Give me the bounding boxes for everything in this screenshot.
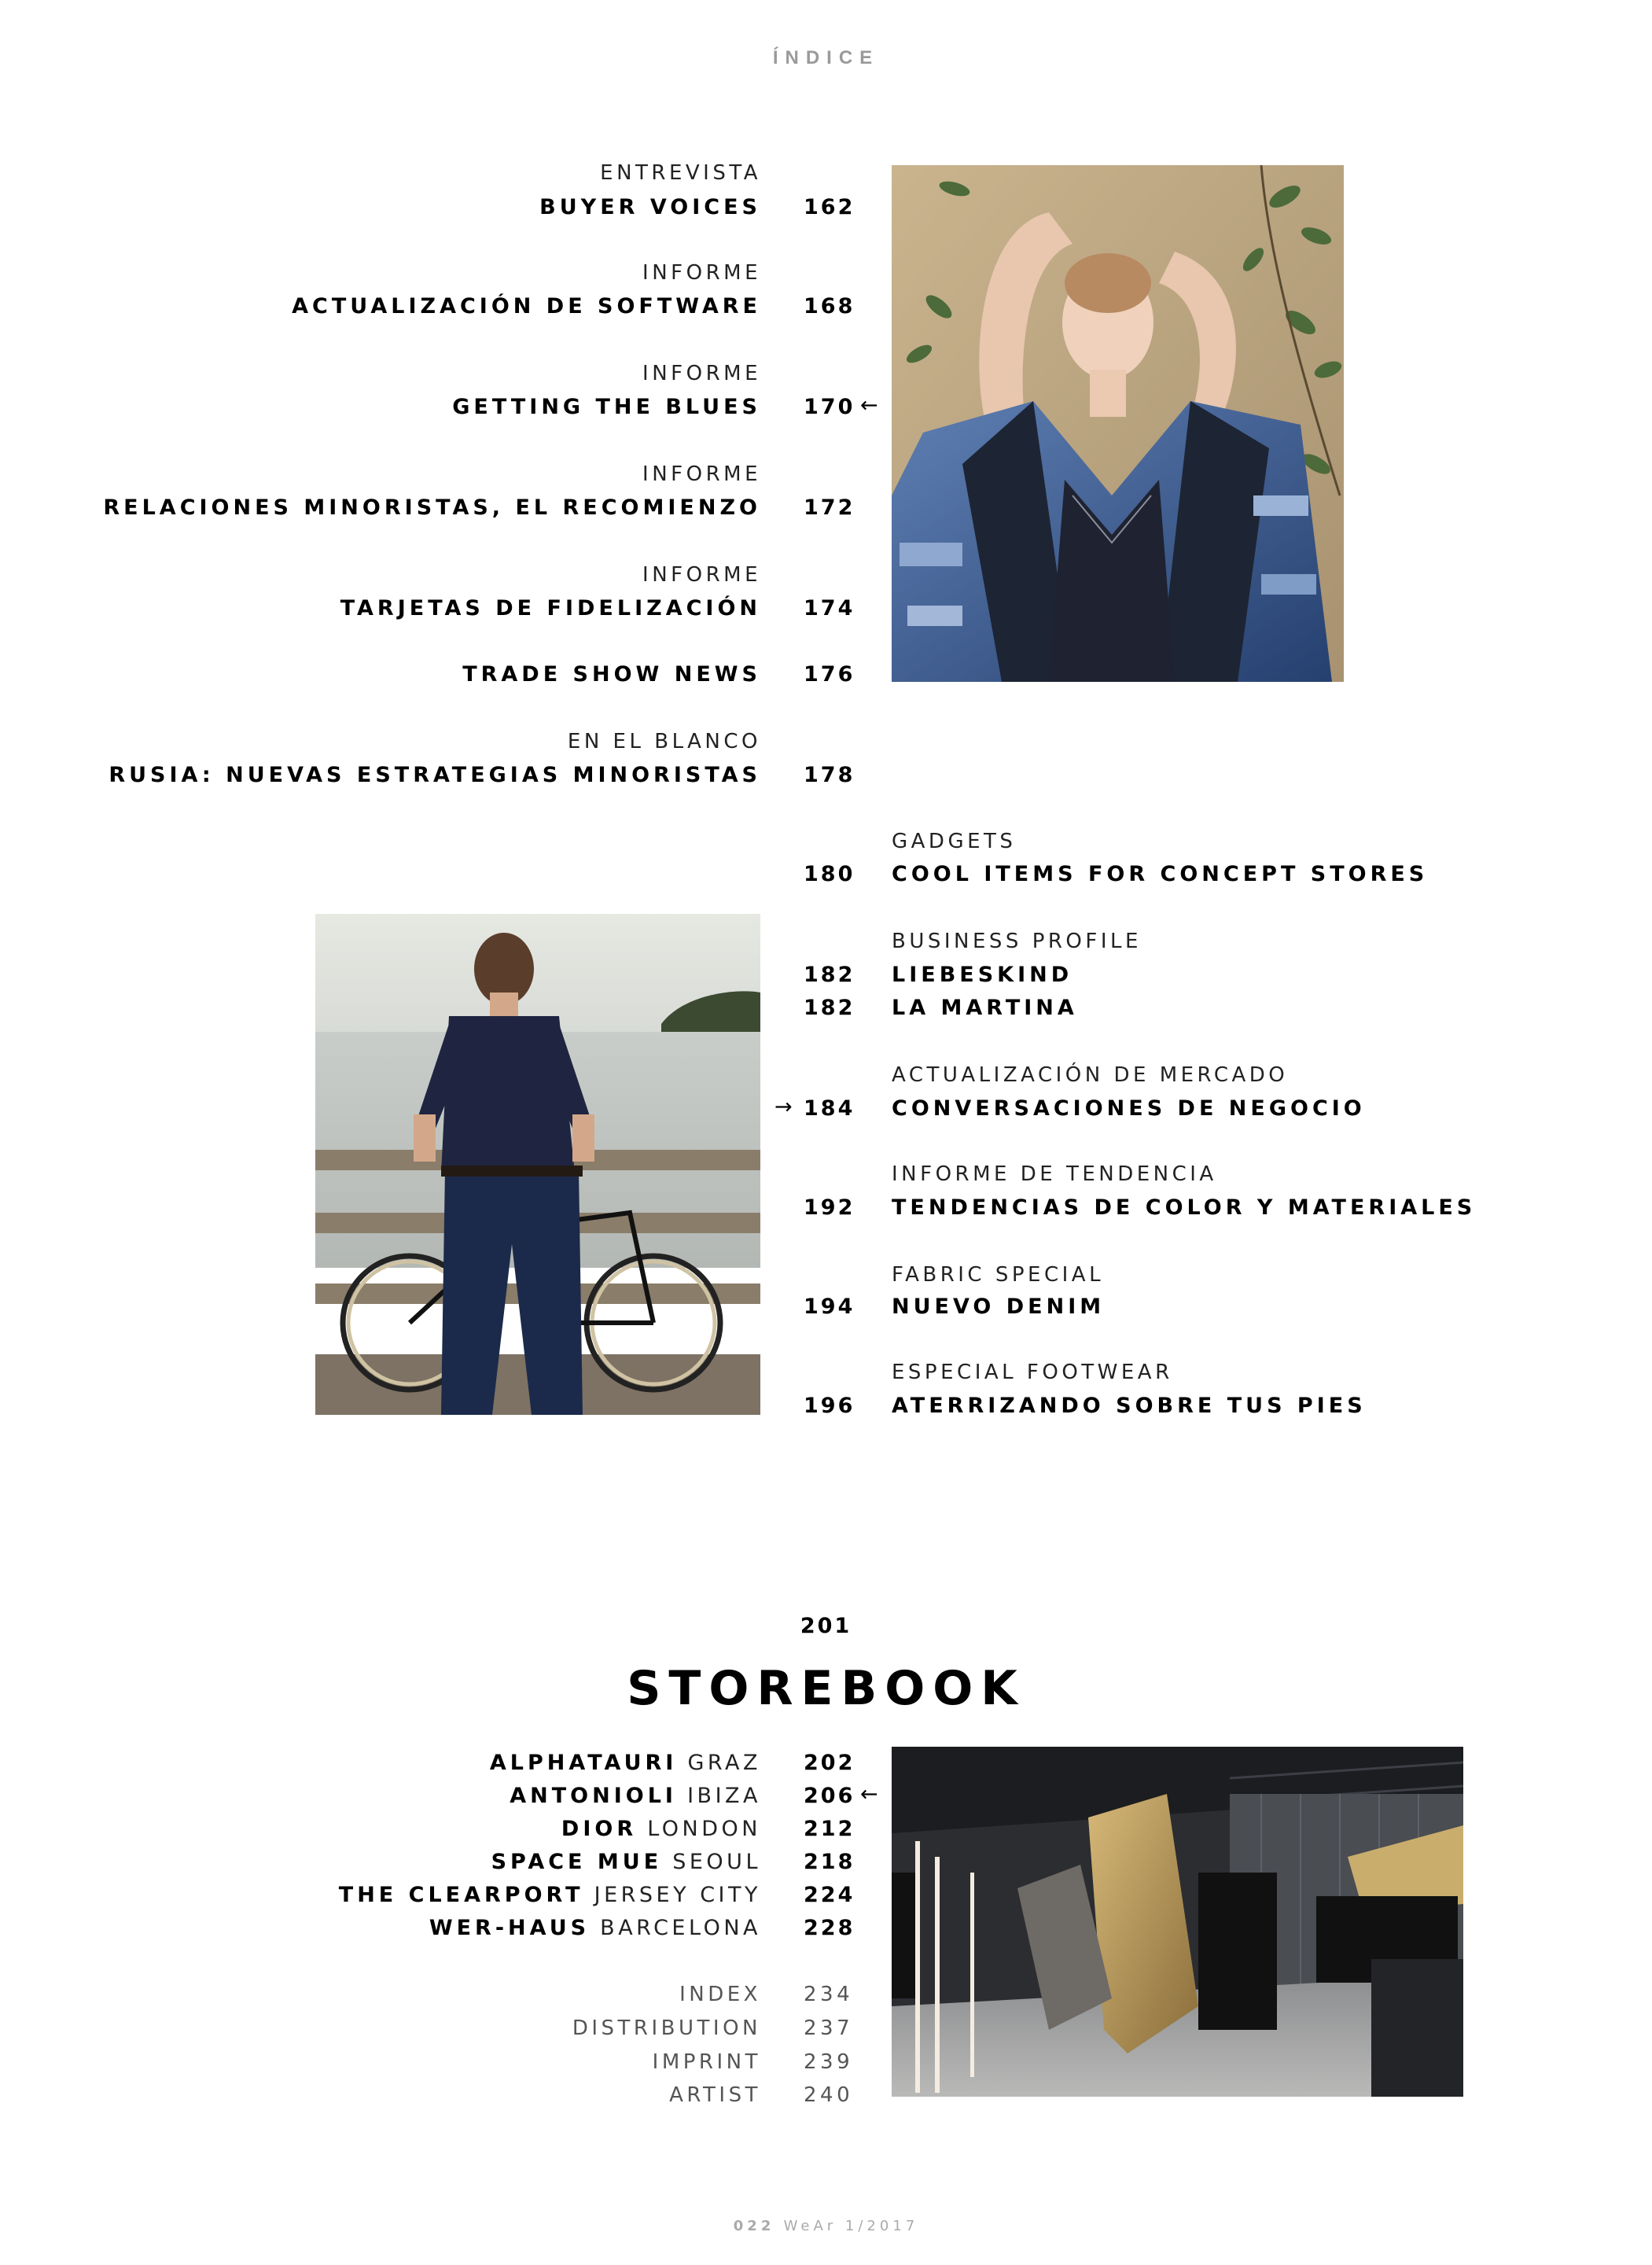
store-city: IBIZA bbox=[687, 1784, 761, 1808]
entry-title[interactable]: RUSIA: NUEVAS ESTRATEGIAS MINORISTAS bbox=[109, 763, 761, 787]
entry-category: BUSINESS PROFILE bbox=[892, 930, 1142, 953]
appendix-page[interactable]: 239 bbox=[804, 2050, 854, 2074]
store-item[interactable] bbox=[236, 1883, 761, 1908]
entry-page[interactable]: 184 bbox=[804, 1096, 855, 1121]
entry-category: INFORME DE TENDENCIA bbox=[892, 1162, 1217, 1186]
store-name: ALPHATAURI bbox=[489, 1751, 678, 1775]
entry-title[interactable]: TARJETAS DE FIDELIZACIÓN bbox=[340, 596, 761, 621]
store-name: THE CLEARPORT bbox=[338, 1883, 584, 1907]
store-item[interactable] bbox=[236, 1784, 761, 1809]
store-item[interactable] bbox=[236, 1817, 761, 1842]
entry-title[interactable]: NUEVO DENIM bbox=[892, 1295, 1106, 1319]
appendix-page[interactable]: 240 bbox=[804, 2083, 854, 2107]
store-name: SPACE MUE bbox=[491, 1850, 663, 1874]
entry-category: GADGETS bbox=[892, 830, 1017, 853]
entry-page[interactable]: 178 bbox=[804, 763, 855, 787]
arrow-right-icon: → bbox=[774, 1095, 795, 1119]
entry-category: INFORME bbox=[642, 261, 761, 285]
entry-category: EN EL BLANCO bbox=[567, 730, 761, 753]
store-item[interactable] bbox=[236, 1751, 761, 1776]
store-page[interactable]: 224 bbox=[804, 1883, 855, 1907]
store-name: DIOR bbox=[561, 1817, 638, 1841]
entry-category: INFORME bbox=[642, 563, 761, 587]
store-city: BARCELONA bbox=[600, 1916, 761, 1940]
entry-page[interactable]: 170 bbox=[804, 395, 855, 419]
footer-issue: WeAr 1/2017 bbox=[783, 2218, 919, 2234]
entry-category: INFORME bbox=[642, 462, 761, 486]
entry-page[interactable]: 194 bbox=[804, 1295, 855, 1319]
footer-page-number: 022 bbox=[733, 2218, 775, 2234]
photo-woman-denim bbox=[892, 165, 1344, 682]
entry-page[interactable]: 162 bbox=[804, 195, 855, 219]
store-name: ANTONIOLI bbox=[510, 1784, 677, 1808]
entry-title[interactable]: GETTING THE BLUES bbox=[452, 395, 761, 419]
entry-category: ACTUALIZACIÓN DE MERCADO bbox=[892, 1063, 1289, 1087]
arrow-left-icon: ← bbox=[860, 1782, 881, 1806]
page-header: ÍNDICE bbox=[772, 47, 880, 68]
arrow-left-icon: ← bbox=[860, 393, 881, 418]
appendix-label[interactable]: DISTRIBUTION bbox=[572, 2016, 761, 2040]
photo-store-interior bbox=[892, 1747, 1463, 2097]
store-city: GRAZ bbox=[687, 1751, 761, 1775]
entry-title[interactable]: CONVERSACIONES DE NEGOCIO bbox=[892, 1096, 1366, 1121]
entry-title[interactable]: LIEBESKIND bbox=[892, 963, 1073, 987]
store-page[interactable]: 206 bbox=[804, 1784, 855, 1808]
entry-page[interactable]: 176 bbox=[804, 662, 855, 687]
store-name: WER-HAUS bbox=[429, 1916, 591, 1940]
entry-page[interactable]: 182 bbox=[804, 996, 855, 1020]
appendix-label[interactable]: IMPRINT bbox=[652, 2050, 761, 2074]
entry-category: INFORME bbox=[642, 362, 761, 385]
appendix-label[interactable]: ARTIST bbox=[669, 2083, 761, 2107]
appendix-page[interactable]: 234 bbox=[804, 1983, 854, 2006]
store-page[interactable]: 218 bbox=[804, 1850, 855, 1874]
entry-page[interactable]: 168 bbox=[804, 294, 855, 319]
photo-man-bicycle bbox=[315, 914, 760, 1415]
store-page[interactable]: 228 bbox=[804, 1916, 855, 1940]
store-city: LONDON bbox=[647, 1817, 761, 1841]
store-page[interactable]: 202 bbox=[804, 1751, 855, 1775]
entry-category: FABRIC SPECIAL bbox=[892, 1263, 1105, 1287]
entry-title[interactable]: ATERRIZANDO SOBRE TUS PIES bbox=[892, 1394, 1367, 1418]
page-footer bbox=[0, 2218, 1652, 2234]
entry-title[interactable]: COOL ITEMS FOR CONCEPT STORES bbox=[892, 862, 1429, 886]
store-city: JERSEY CITY bbox=[594, 1883, 761, 1907]
entry-title[interactable]: TENDENCIAS DE COLOR Y MATERIALES bbox=[892, 1195, 1477, 1220]
entry-page[interactable]: 192 bbox=[804, 1195, 855, 1220]
appendix-label[interactable]: INDEX bbox=[679, 1983, 761, 2006]
entry-title[interactable]: ACTUALIZACIÓN DE SOFTWARE bbox=[292, 294, 761, 319]
entry-title[interactable]: TRADE SHOW NEWS bbox=[462, 662, 761, 687]
entry-title[interactable]: BUYER VOICES bbox=[539, 195, 761, 219]
entry-category: ESPECIAL FOOTWEAR bbox=[892, 1361, 1173, 1384]
entry-title[interactable]: RELACIONES MINORISTAS, EL RECOMIENZO bbox=[103, 495, 761, 520]
entry-page[interactable]: 174 bbox=[804, 596, 855, 621]
entry-page[interactable]: 196 bbox=[804, 1394, 855, 1418]
store-item[interactable] bbox=[236, 1850, 761, 1875]
entry-page[interactable]: 182 bbox=[804, 963, 855, 987]
store-city: SEOUL bbox=[672, 1850, 761, 1874]
entry-category: ENTREVISTA bbox=[600, 161, 761, 185]
store-page[interactable]: 212 bbox=[804, 1817, 855, 1841]
entry-page[interactable]: 180 bbox=[804, 862, 855, 886]
store-item[interactable] bbox=[236, 1916, 761, 1941]
entry-title[interactable]: LA MARTINA bbox=[892, 996, 1078, 1020]
entry-page[interactable]: 172 bbox=[804, 495, 855, 520]
appendix-page[interactable]: 237 bbox=[804, 2016, 854, 2040]
storebook-title: STOREBOOK bbox=[627, 1661, 1025, 1716]
storebook-page[interactable]: 201 bbox=[800, 1614, 852, 1638]
